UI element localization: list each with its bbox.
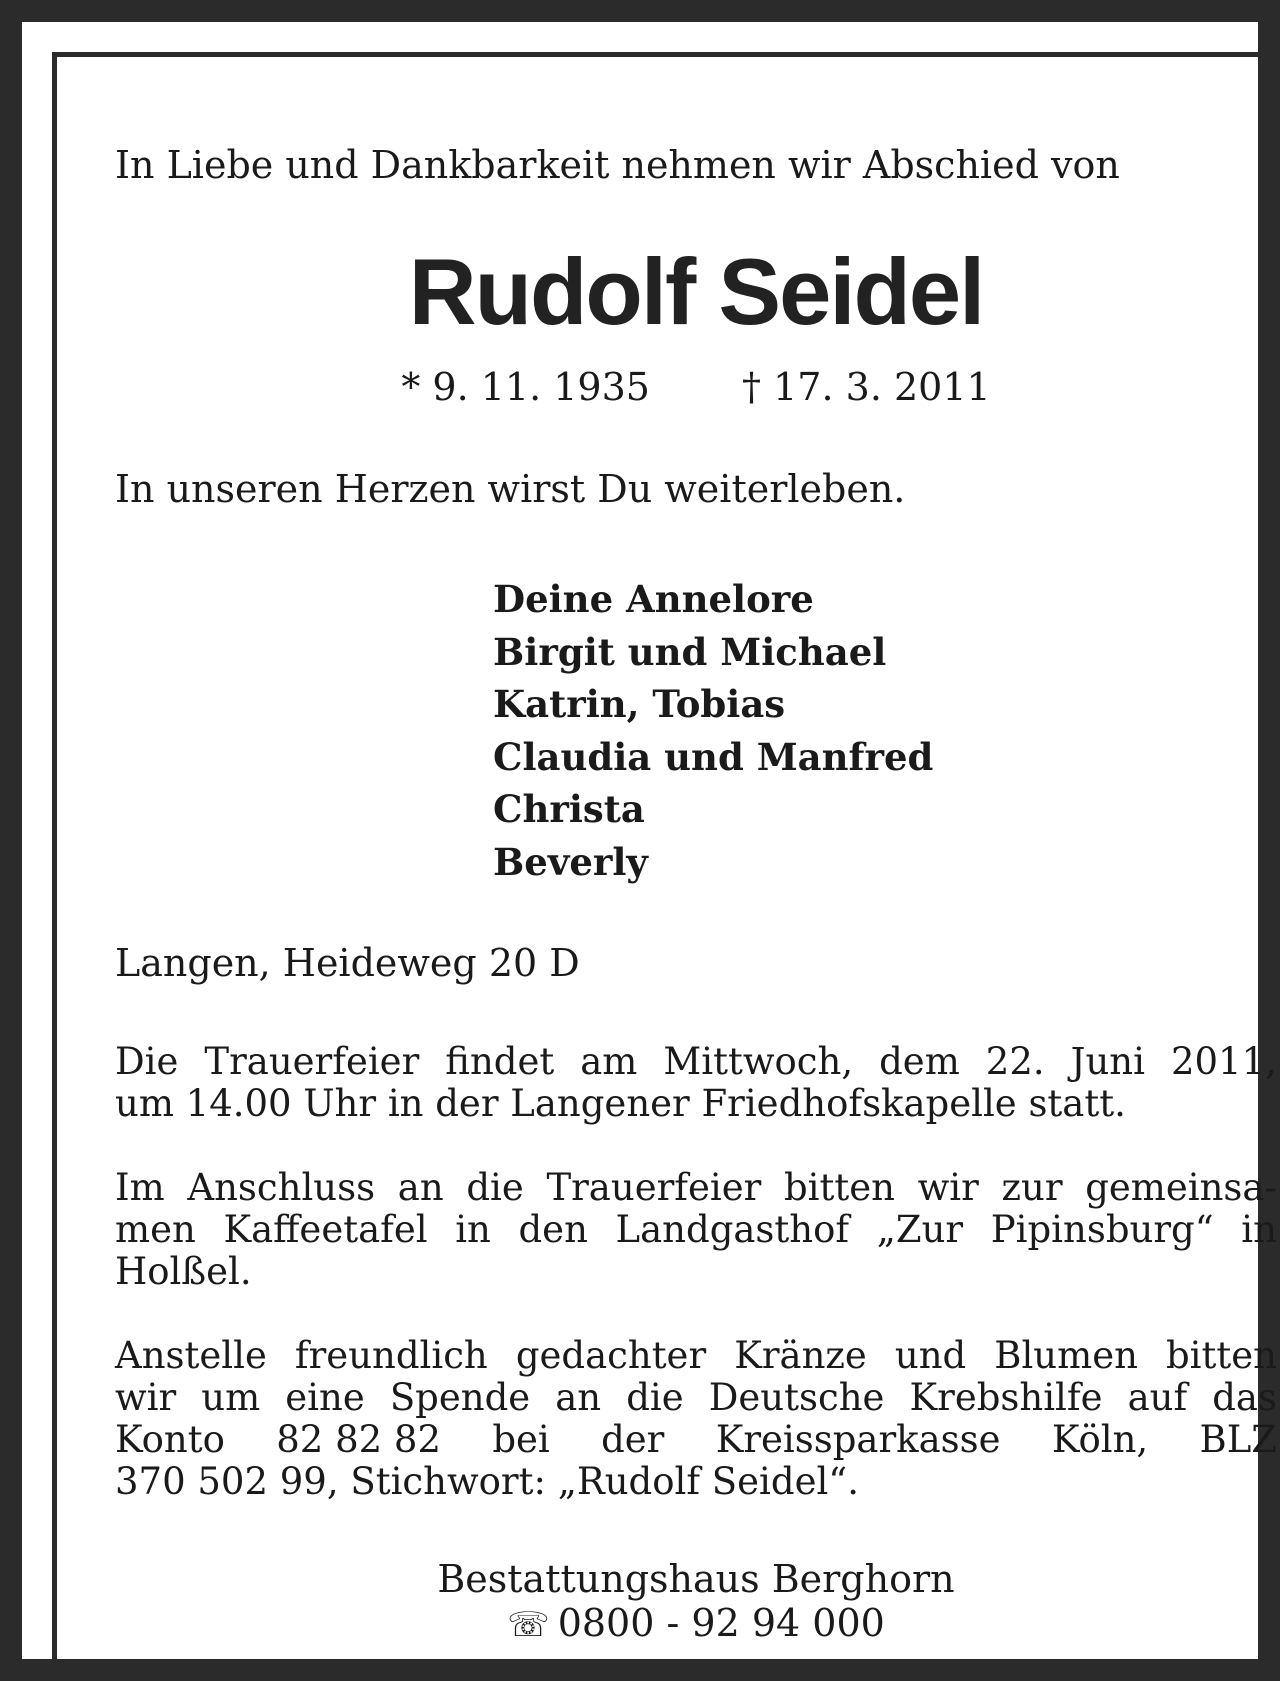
coffee-paragraph <box>115 1167 1277 1293</box>
paragraph-word: 82 82 82 <box>276 1418 441 1461</box>
undertaker-phone: 0800 - 92 94 000 <box>557 1601 885 1645</box>
paragraph-word: Trauerfeier <box>204 1040 420 1083</box>
family-member: Katrin, Tobias <box>493 682 786 726</box>
family-member: Beverly <box>493 839 648 884</box>
paragraph-word: die <box>626 1376 684 1419</box>
paragraph-word: die <box>466 1166 524 1209</box>
undertaker-block <box>115 1557 1277 1647</box>
address: Langen, Heideweg 20 D <box>115 941 580 985</box>
remembrance-line: In unseren Herzen wirst Du weiterleben. <box>115 467 906 511</box>
paragraph-line: um 14.00 Uhr in der Langener Friedhofskapelle statt. <box>115 1082 1126 1125</box>
paragraph-word: Deutsche <box>708 1376 885 1419</box>
paragraph-word: um <box>201 1376 261 1419</box>
paragraph-word: Kränze <box>734 1334 867 1377</box>
paragraph-word: Köln, <box>1051 1418 1149 1461</box>
paragraph-line <box>115 1041 1277 1083</box>
undertaker-phone-line <box>115 1601 1277 1647</box>
paragraph-word: in <box>455 1208 491 1251</box>
paragraph-word: dem <box>879 1040 960 1083</box>
paragraph-word: auf <box>1127 1376 1188 1419</box>
paragraph-word: das <box>1212 1376 1277 1419</box>
inner-border <box>52 52 1277 1673</box>
paragraph-word: bitten <box>1165 1334 1277 1377</box>
paragraph-word: men <box>115 1208 196 1251</box>
paragraph-line <box>115 1167 1277 1209</box>
family-signatures <box>493 573 933 888</box>
paragraph-line <box>115 1209 1277 1251</box>
paragraph-word: 2011, <box>1170 1040 1277 1083</box>
paragraph-word: gedachter <box>515 1334 707 1377</box>
paragraph-word: Die <box>115 1040 179 1083</box>
family-member: Deine Annelore <box>493 577 814 621</box>
paragraph-word: Im <box>115 1166 165 1209</box>
paragraph-word: „Zur <box>876 1208 964 1251</box>
paragraph-word: Landgasthof <box>615 1208 850 1251</box>
paragraph-word: der <box>601 1418 665 1461</box>
paragraph-word: eine <box>285 1376 365 1419</box>
paragraph-word: Krebshilfe <box>909 1376 1103 1419</box>
paragraph-word: freundlich <box>294 1334 488 1377</box>
paragraph-word: bitten <box>783 1166 895 1209</box>
birth-date: * 9. 11. 1935 <box>401 365 650 409</box>
paragraph-word: zur <box>1001 1166 1063 1209</box>
paragraph-word: Kaffeetafel <box>223 1208 428 1251</box>
family-member: Claudia und Manfred <box>493 734 934 779</box>
paragraph-line <box>115 1377 1277 1419</box>
paragraph-line <box>115 1335 1277 1377</box>
paragraph-word: bei <box>492 1418 550 1461</box>
paragraph-word: wir <box>917 1166 979 1209</box>
paragraph-word: Anstelle <box>115 1334 267 1377</box>
telephone-icon: ☏ <box>507 1605 550 1645</box>
paragraph-word: 22. <box>985 1040 1045 1083</box>
life-dates <box>115 363 1277 411</box>
paragraph-word: Pipinsburg“ <box>990 1208 1214 1251</box>
paragraph-word: Trauerfeier <box>546 1166 762 1209</box>
paragraph-word: Mittwoch, <box>663 1040 854 1083</box>
family-member: Birgit und Michael <box>493 629 887 674</box>
paragraph-word: den <box>518 1208 588 1251</box>
death-date: † 17. 3. 2011 <box>742 365 991 409</box>
paragraph-word: an <box>397 1166 444 1209</box>
paragraph-word: und <box>894 1334 967 1377</box>
paragraph-word: wir <box>115 1376 177 1419</box>
paragraph-word: am <box>580 1040 638 1083</box>
paragraph-word: an <box>555 1376 602 1419</box>
paragraph-word: in <box>1241 1208 1277 1251</box>
donation-paragraph <box>115 1335 1277 1503</box>
paragraph-line: Holßel. <box>115 1250 252 1293</box>
paragraph-word: gemeinsa- <box>1085 1166 1277 1209</box>
intro-line: In Liebe und Dankbarkeit nehmen wir Abschied von <box>115 143 1120 187</box>
paragraph-word: Kreissparkasse <box>715 1418 1001 1461</box>
paragraph-word: Juni <box>1070 1040 1145 1083</box>
paragraph-word: Spende <box>389 1376 531 1419</box>
paragraph-line <box>115 1419 1277 1461</box>
paragraph-word: Konto <box>115 1418 225 1461</box>
paragraph-word: findet <box>445 1040 555 1083</box>
paragraph-line: 370 502 99, Stichwort: „Rudolf Seidel“. <box>115 1460 859 1503</box>
family-member: Christa <box>493 787 645 831</box>
undertaker-name: Bestattungshaus Berghorn <box>437 1557 955 1601</box>
deceased-name: Rudolf Seidel <box>408 239 984 344</box>
ceremony-paragraph <box>115 1041 1277 1125</box>
paragraph-word: Blumen <box>994 1334 1138 1377</box>
paragraph-word: BLZ <box>1199 1418 1277 1461</box>
paragraph-word: Anschluss <box>187 1166 376 1209</box>
